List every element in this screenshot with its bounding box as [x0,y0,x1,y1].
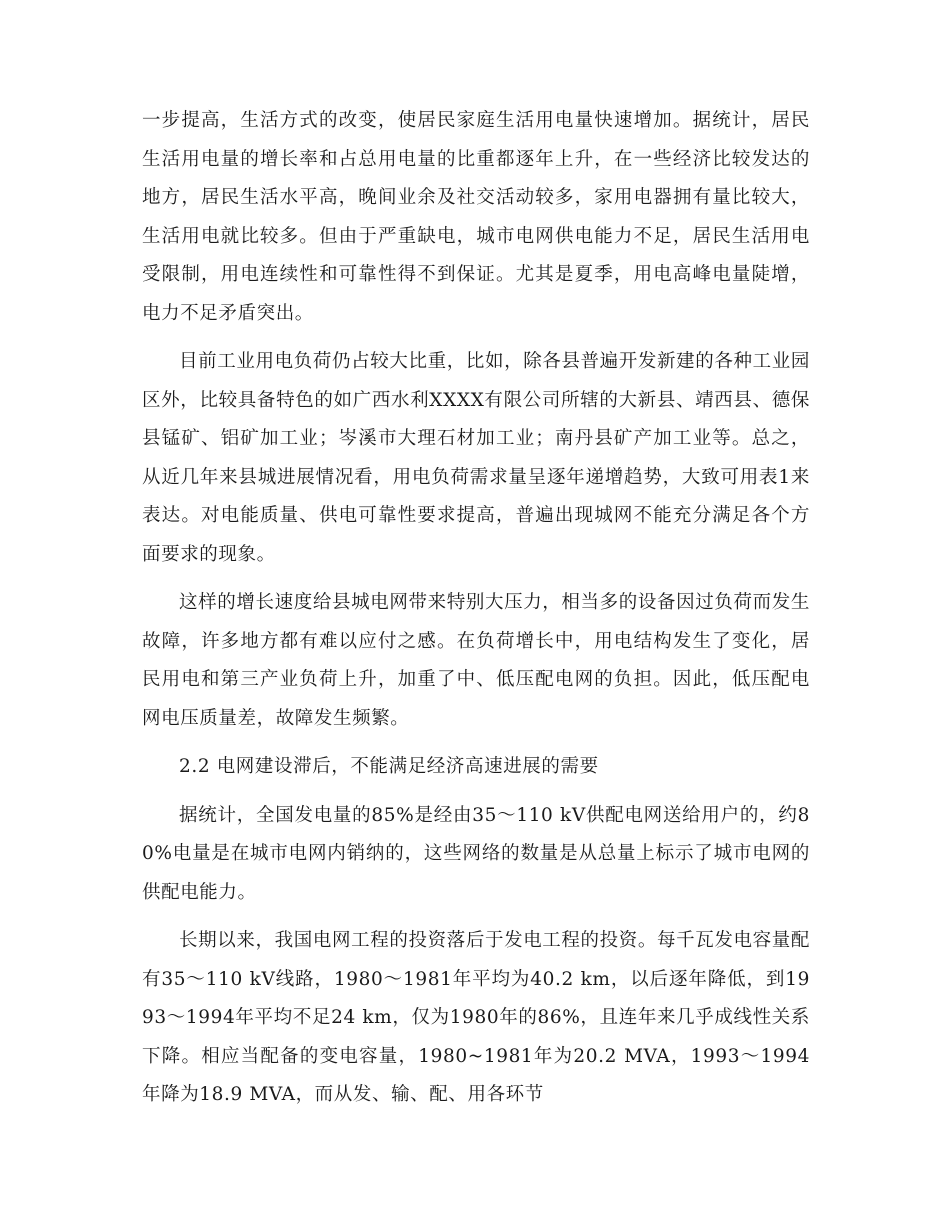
paragraph-growth-pressure: 这样的增长速度给县城电网带来特别大压力，相当多的设备因过负荷而发生故障，许多地方都有难以应付之感。在负荷增长中，用电结构发生了变化，居民用电和第三产业负荷上升，加重了中、低压配电网的负担。因此，低压配电网电压质量差，故障发生频繁。 [142,592,810,729]
section-heading: 2.2 电网建设滞后，不能满足经济高速进展的需要 [179,756,599,777]
paragraph-statistics: 据统计，全国发电量的85%是经由35～110 kV供配电网送给用户的，约80%电量是在城市电网内销纳的，这些网络的数量是从总量上标示了城市电网的供配电能力。 [142,804,810,903]
paragraph-investment: 长期以来，我国电网工程的投资落后于发电工程的投资。每千瓦发电容量配有35～110 kV线路，1980～1981年平均为40.2 km，以后逐年降低，到1993～1994年平均不足24 km，仅为1980年的86%，且连年来几乎成线性关系下降。相应当配备的变电容量，1980~1981年为20.2 MVA，1993～1994年降为18.9 MVA，而从发、输、配、用各环节 [142,930,810,1105]
paragraph-continuation: 一步提高，生活方式的改变，使居民家庭生活用电量快速增加。据统计，居民生活用电量的增长率和占总用电量的比重都逐年上升，在一些经济比较发达的地方，居民生活水平高，晚间业余及社交活动较多，家用电器拥有量比较大，生活用电就比较多。但由于严重缺电，城市电网供电能力不足，居民生活用电受限制，用电连续性和可靠性得不到保证。尤其是夏季，用电高峰电量陡增，电力不足矛盾突出。 [142,110,810,324]
paragraph-industrial-load: 目前工业用电负荷仍占较大比重，比如，除各县普遍开发新建的各种工业园区外，比较具备特色的如广西水利XXXX有限公司所辖的大新县、靖西县、德保县锰矿、铝矿加工业；岑溪市大理石材加工业；南丹县矿产加工业等。总之，从近几年来县城进展情况看，用电负荷需求量呈逐年递增趋势，大致可用表1来表达。对电能质量、供电可靠性要求提高，普遍出现城网不能充分满足各个方面要求的现象。 [142,351,810,565]
document-body [142,102,810,1125]
